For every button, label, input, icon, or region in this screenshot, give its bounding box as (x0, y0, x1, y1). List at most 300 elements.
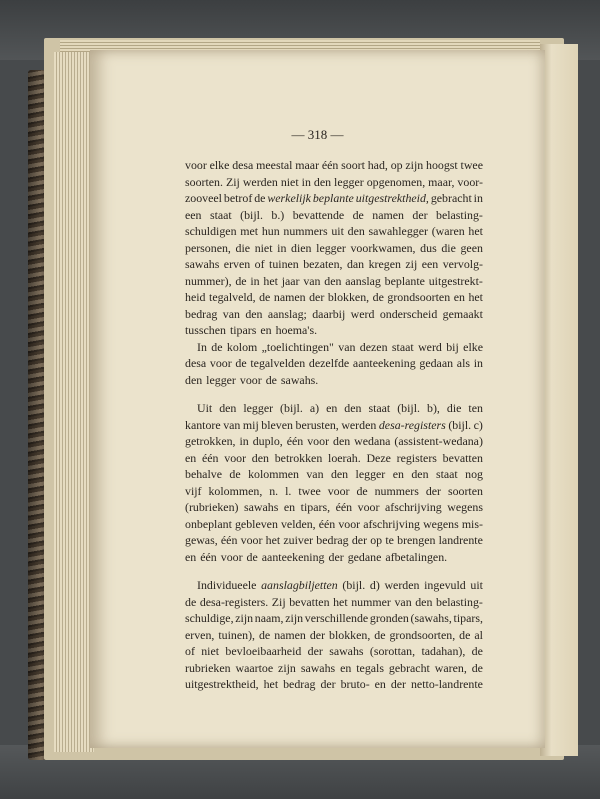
word: had, (367, 158, 388, 172)
text-line (185, 433, 483, 450)
word: mij (242, 417, 259, 432)
word: bevatten (289, 594, 330, 609)
word: grondsoorten, (389, 627, 456, 642)
word: de (374, 627, 386, 642)
word: rubrieken (185, 660, 231, 675)
word: gebleven (234, 516, 278, 531)
word: sawahlegger (368, 224, 428, 238)
word: op (370, 533, 383, 547)
word: het (265, 533, 281, 547)
word: werd (350, 306, 375, 321)
word: Zij (271, 594, 286, 609)
text-line (185, 240, 483, 257)
word: belasting- (436, 594, 483, 609)
word: bedrag (283, 677, 316, 691)
word: sawahs (300, 660, 336, 675)
word: en (260, 323, 272, 337)
word: bevattende (292, 207, 345, 222)
word: het (333, 594, 348, 609)
text-line (185, 372, 483, 389)
word: der (351, 533, 368, 547)
word: afschrijving (363, 516, 420, 531)
word: te (385, 533, 394, 547)
word: en (392, 467, 404, 481)
word: de (185, 594, 197, 609)
word: erven, (185, 627, 215, 642)
word: soorten. (185, 174, 223, 189)
word: velden, (280, 516, 316, 531)
word: tegals (356, 660, 384, 675)
word: aanslag (345, 273, 381, 288)
word: van (338, 339, 356, 354)
word: voor (220, 549, 243, 564)
word: voor (240, 533, 263, 547)
word: sawahs (329, 644, 364, 658)
word: den (347, 224, 365, 238)
word: die (446, 401, 462, 415)
word: kantore (185, 417, 221, 432)
word: namen (372, 207, 404, 222)
word: Individueele (197, 578, 257, 592)
text-line (185, 577, 483, 594)
word: aanteekening (352, 356, 416, 370)
text-line (185, 627, 483, 644)
word: van (303, 273, 321, 288)
text-line (185, 256, 483, 273)
text-line (185, 499, 483, 516)
word: (bijl. (280, 401, 303, 415)
word: waren, (434, 660, 467, 675)
word: afschrijving (384, 500, 442, 514)
word: bij (446, 339, 459, 354)
word: daarbij (312, 306, 346, 321)
paragraph (185, 400, 483, 565)
word: onbeplant (185, 516, 232, 531)
word: en (283, 500, 296, 514)
text-line (185, 157, 483, 174)
word: gewas, (185, 533, 218, 547)
word: van (306, 467, 324, 481)
word: maar (295, 158, 320, 172)
paragraph (185, 339, 483, 389)
word: de (352, 207, 364, 222)
word: die (235, 240, 251, 255)
word: staat (435, 467, 458, 481)
word: één (200, 549, 217, 564)
word: „toelichtingen" (261, 339, 334, 354)
word: der (307, 644, 323, 658)
word: sawahs (244, 500, 279, 514)
word: Uit (197, 401, 213, 415)
word: werden (341, 417, 377, 432)
word: (bijl. (397, 401, 421, 415)
word: netto-landrente (410, 677, 483, 691)
word: schuldige, (185, 611, 234, 625)
word: loerah. (328, 450, 361, 465)
word: legger (316, 240, 346, 255)
word: bedrag (185, 306, 218, 321)
word: de (246, 549, 258, 564)
text-line (185, 322, 483, 339)
word: beplante (312, 191, 354, 205)
word: den (333, 434, 351, 448)
word: opgenomen, (366, 174, 426, 189)
word: in (473, 191, 483, 205)
word: gebracht (388, 660, 430, 675)
word: in (250, 273, 260, 288)
word: afbetalingen. (385, 549, 448, 564)
word: op (390, 158, 403, 172)
word: het (468, 290, 483, 304)
text-line (185, 643, 483, 660)
word: uitgestrektheid, (185, 677, 259, 691)
word: voor (224, 450, 247, 465)
word: registers (396, 450, 437, 465)
word: naam, (254, 611, 284, 625)
word: namen (274, 627, 306, 642)
word: blokken, (329, 627, 371, 642)
word: kolom (226, 339, 258, 354)
word: desa (232, 158, 254, 172)
word: voor (357, 500, 380, 514)
word: vervolg- (442, 257, 483, 271)
word: hun (261, 224, 280, 238)
word: den (330, 467, 349, 481)
word: de (372, 290, 384, 304)
word: bruto- (340, 677, 370, 691)
word: kolommen, (208, 483, 263, 498)
word: der (328, 549, 344, 564)
text-line (185, 549, 483, 566)
word: voor (338, 516, 361, 531)
word: voor- (457, 174, 483, 189)
word: namen (273, 290, 306, 304)
word: in (473, 356, 483, 370)
body-text (185, 157, 483, 693)
word: getrokken, (185, 434, 236, 448)
word: werkelijk (267, 191, 311, 205)
word: desa-registers (378, 417, 446, 432)
word: de (235, 273, 247, 288)
word: duplo, (252, 434, 283, 448)
word: meestal (256, 158, 293, 172)
word: de (254, 191, 266, 205)
word: (waren (431, 224, 465, 238)
word: de (459, 627, 471, 642)
text-line (185, 207, 483, 224)
word: d) (369, 578, 380, 592)
word: niet (254, 240, 273, 255)
word: der (412, 207, 428, 222)
word: mis- (461, 516, 483, 531)
word: gedaan (419, 356, 454, 370)
word: werden (242, 174, 278, 189)
word: voorkwamen, (350, 240, 416, 255)
word: (bijl. (240, 207, 263, 222)
word: berusten, (295, 417, 339, 432)
word: (assistent-wedana) (394, 434, 483, 448)
word: één (335, 500, 353, 514)
word: b.) (271, 207, 285, 222)
word: geen (460, 240, 483, 255)
word: in (277, 240, 287, 255)
paragraph-gap (185, 565, 483, 577)
word: erven (223, 257, 251, 271)
word: van (394, 594, 412, 609)
text-line (185, 660, 483, 677)
word: den (219, 401, 237, 415)
word: blokken, (327, 290, 370, 304)
word: (bijl. (448, 417, 472, 432)
word: wegens (423, 516, 459, 531)
word: der (425, 483, 441, 498)
word: de (356, 483, 368, 498)
word: Deze (366, 450, 391, 465)
word: het (263, 677, 279, 691)
word: legger (243, 401, 274, 415)
word: vijf (185, 483, 202, 498)
word: voor (209, 356, 232, 370)
word: belasting- (436, 207, 483, 222)
word: personen, (185, 240, 231, 255)
word: één (321, 158, 339, 172)
word: de (259, 290, 271, 304)
word: één (286, 434, 304, 448)
text-line (185, 610, 483, 627)
word: hoogst (426, 158, 458, 172)
word: den (185, 372, 203, 387)
word: nummers (374, 483, 419, 498)
word: aanslag; (267, 306, 307, 321)
text-line (185, 223, 483, 240)
word: de (471, 660, 483, 675)
word: één (201, 450, 219, 465)
word: in (239, 434, 249, 448)
text-line (185, 516, 483, 533)
word: tuinen), (218, 627, 256, 642)
word: soorten (447, 483, 483, 498)
word: dezelfde (308, 356, 350, 370)
word: gronden (369, 611, 409, 625)
word: tusschen (185, 323, 226, 337)
word: desa-registers. (199, 594, 269, 609)
word: de (229, 467, 241, 481)
word: n. (269, 483, 279, 498)
word: tegalvelden (250, 356, 306, 370)
word: sawahs (185, 257, 220, 271)
text-line (185, 417, 483, 434)
word: de (211, 339, 223, 354)
word: gemaakt (442, 306, 483, 321)
word: aanteekening (261, 549, 325, 564)
word: nog (465, 467, 483, 481)
word: de (471, 644, 483, 658)
word: tipars, (300, 500, 331, 514)
word: betrof (223, 191, 253, 205)
word: (bijl. (342, 578, 366, 592)
word: Zij (225, 174, 240, 189)
word: tadahan), (421, 644, 466, 658)
word: dezen (359, 339, 388, 354)
word: zijn (285, 611, 304, 625)
word: betrokken (274, 450, 323, 465)
word: en (185, 549, 197, 564)
word: voor (307, 434, 330, 448)
word: grondsoorten (387, 290, 451, 304)
paragraph-gap (185, 388, 483, 400)
word: elke (209, 158, 230, 172)
word: zijn (278, 660, 296, 675)
word: staat (391, 339, 414, 354)
word: onderscheid (379, 306, 438, 321)
word: die (441, 240, 456, 255)
word: uit (470, 578, 483, 592)
word: wedana (354, 434, 391, 448)
word: legger (355, 467, 386, 481)
word: in (301, 174, 311, 189)
word: niet (201, 644, 220, 658)
word: desa (185, 356, 207, 370)
word: van (223, 417, 241, 432)
word: twee (298, 483, 321, 498)
word: bedrag (316, 533, 349, 547)
word: aanslagbiljetten (261, 578, 338, 592)
word: gedane (347, 549, 382, 564)
word: brengen (397, 533, 436, 547)
word: voor (185, 158, 207, 172)
word: werden (384, 578, 420, 592)
word: zooveel (185, 191, 222, 205)
page-side-edges (54, 52, 94, 752)
text-line (185, 676, 483, 693)
word: één (318, 516, 336, 531)
word: c) (473, 417, 483, 432)
word: kregen (368, 257, 401, 271)
word: en (326, 401, 338, 415)
word: den (251, 450, 269, 465)
word: der (390, 677, 407, 691)
word: l. (285, 483, 292, 498)
word: een (185, 207, 202, 222)
text-line (185, 450, 483, 467)
word: twee (460, 158, 483, 172)
word: den (313, 174, 332, 189)
word: kolommen (248, 467, 299, 481)
text-line (185, 466, 483, 483)
word: der (309, 627, 326, 642)
text-line (185, 190, 483, 207)
word: nummer), (185, 273, 232, 288)
word: heid (185, 290, 206, 304)
word: den (415, 594, 433, 609)
text-line (185, 355, 483, 372)
word: dan (346, 257, 365, 271)
word: (rubrieken) (185, 500, 239, 514)
word: of (254, 257, 265, 271)
word: schuldigen (185, 224, 237, 238)
word: en (453, 290, 465, 304)
text-line (185, 339, 483, 356)
word: staat (368, 401, 391, 415)
word: uitgestrektheid, (355, 191, 429, 205)
word: legger (206, 372, 236, 387)
text-line (185, 306, 483, 323)
word: sawahs. (280, 372, 319, 387)
word: tipars, (453, 611, 483, 625)
word: staat (209, 207, 232, 222)
word: uit (331, 224, 344, 238)
word: bezaten, (303, 257, 343, 271)
text-line (185, 532, 483, 549)
word: legger (334, 174, 364, 189)
word: bevatten (442, 450, 483, 465)
word: één (220, 533, 238, 547)
page-number: — 318 — (291, 127, 344, 142)
word: voor (327, 483, 350, 498)
word: a) (309, 401, 320, 415)
word: bevloeibaarheid (225, 644, 302, 658)
paragraph (185, 157, 483, 339)
word: tegalveld, (209, 290, 256, 304)
text-line (185, 400, 483, 417)
word: den (245, 306, 263, 321)
word: niet (280, 174, 299, 189)
word: werd (418, 339, 442, 354)
word: wegens (447, 500, 483, 514)
word: van (222, 306, 240, 321)
word: de (235, 356, 247, 370)
text-line (185, 273, 483, 290)
word: soort (341, 158, 365, 172)
paragraph (185, 577, 483, 693)
word: de (265, 372, 277, 387)
word: het (468, 224, 483, 238)
word: der (320, 677, 336, 691)
word: behalve (185, 467, 222, 481)
text-line (185, 174, 483, 191)
word: maar, (428, 174, 455, 189)
word: (sawahs, (410, 611, 452, 625)
word: ingevuld (424, 578, 466, 592)
word: uitgestrekt- (428, 273, 483, 288)
text-line (185, 594, 483, 611)
word: beplante (384, 273, 425, 288)
word: b), (427, 401, 440, 415)
word: hoema's. (275, 323, 318, 337)
word: zijn (235, 611, 254, 625)
text-line (185, 289, 483, 306)
word: elke (463, 339, 483, 354)
word: tuinen (269, 257, 299, 271)
word: of (185, 644, 195, 658)
word: met (240, 224, 259, 238)
word: (sorottan, (369, 644, 416, 658)
word: als (456, 356, 471, 370)
word: waartoe (235, 660, 274, 675)
word: verschillende (304, 611, 369, 625)
word: en (374, 677, 386, 691)
word: dien (291, 240, 312, 255)
word: zuiver (283, 533, 314, 547)
word: zij (405, 257, 418, 271)
word: het (263, 273, 278, 288)
word: en (340, 660, 352, 675)
word: den (324, 273, 342, 288)
word: jaar (281, 273, 300, 288)
text-line (185, 483, 483, 500)
facing-page (540, 44, 578, 756)
word: zijn (405, 158, 424, 172)
